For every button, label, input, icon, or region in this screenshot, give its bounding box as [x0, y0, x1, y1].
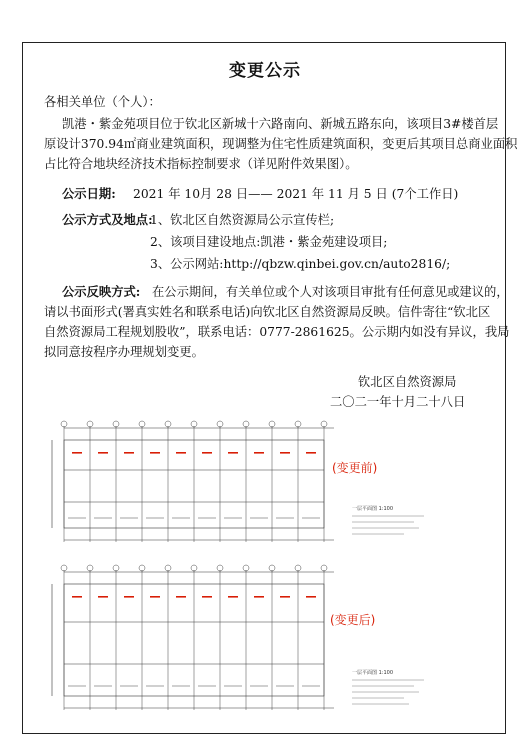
method-item-1: 1、钦北区自然资源局公示宣传栏;: [150, 213, 335, 227]
method-item-3: 3、公示网站:http://qbzw.qinbei.gov.cn/auto2816/;: [150, 257, 451, 271]
feedback-label: 公示反映方式:: [62, 284, 141, 299]
room-label-mark: [306, 452, 316, 454]
room-label-mark: [202, 452, 212, 454]
room-label-mark: [98, 596, 108, 598]
room-label-mark: [72, 452, 82, 454]
room-label-mark: [150, 596, 160, 598]
room-label-mark: [124, 596, 134, 598]
plan-before-label: (变更前): [332, 461, 378, 475]
room-label-mark: [176, 452, 186, 454]
room-label-mark: [280, 596, 290, 598]
method-label: 公示方式及地点:: [62, 212, 153, 227]
addressee: 各相关单位（个人）：: [44, 95, 161, 109]
room-label-mark: [150, 452, 160, 454]
feedback-line-4: 拟同意按程序办理规划变更。: [44, 345, 204, 359]
period-label: 公示日期:: [62, 186, 116, 201]
room-label-mark: [98, 452, 108, 454]
intro-line-1: 凯港・紫金苑项目位于钦北区新城十六路南向、新城五路东向，该项目3#楼首层: [62, 117, 499, 131]
period-value: 2021 年 10月 28 日—— 2021 年 11 月 5 日 (7个工作日): [133, 187, 459, 201]
room-label-mark: [228, 452, 238, 454]
intro-line-2: 原设计370.94㎡商业建筑面积，现调整为住宅性质建筑面积，变更后其项目总商业面积: [44, 137, 518, 151]
signature-date: 二〇二一年十月二十八日: [330, 395, 466, 409]
room-label-mark: [72, 596, 82, 598]
room-label-mark: [202, 596, 212, 598]
feedback-line-2: 请以书面形式(署真实姓名和联系电话)向钦北区自然资源局反映。信件寄往“钦北区: [44, 305, 491, 319]
page-title: 变更公示: [229, 61, 301, 81]
room-label-mark: [124, 452, 134, 454]
plan-before-caption: 一层平面图 1:100: [352, 506, 393, 512]
feedback-line-3: 自然资源局工程规划股收”，联系电话：0777-2861625。公示期内如没有异议，我局: [44, 325, 510, 339]
floor-plan-before: [34, 410, 474, 560]
floor-plan-after: [34, 564, 474, 734]
plan-after-caption: 一层平面图 1:100: [352, 670, 393, 676]
signature-org: 钦北区自然资源局: [358, 375, 457, 389]
room-label-mark: [254, 452, 264, 454]
feedback-line-1: 在公示期间，有关单位或个人对该项目审批有任何意见或建议的，: [152, 285, 509, 299]
plan-after-label: (变更后): [330, 613, 376, 627]
room-label-mark: [280, 452, 290, 454]
room-label-mark: [228, 596, 238, 598]
room-label-mark: [254, 596, 264, 598]
room-label-mark: [306, 596, 316, 598]
intro-line-3: 占比符合地块经济技术指标控制要求（详见附件效果图）。: [44, 157, 358, 171]
method-item-2: 2、该项目建设地点:凯港・紫金苑建设项目;: [150, 235, 388, 249]
room-label-mark: [176, 596, 186, 598]
